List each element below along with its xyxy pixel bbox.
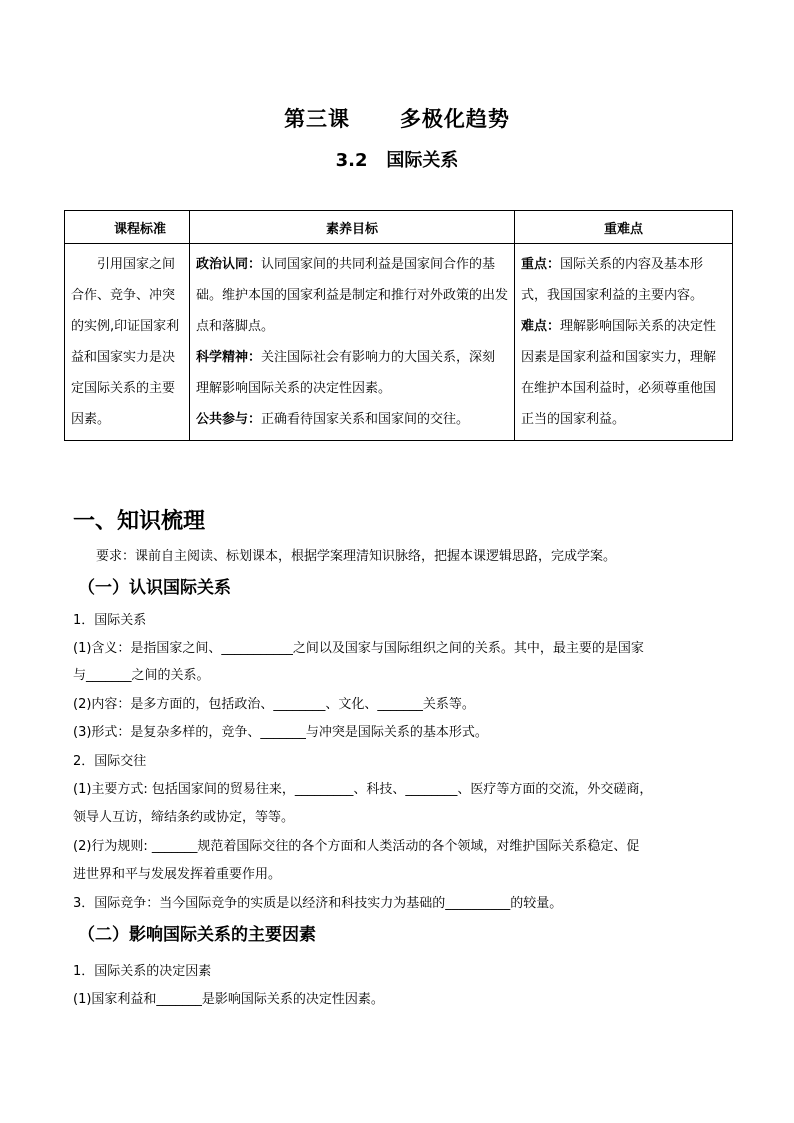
goal-text: 认同国家间的共同利益是国家间合作的基础。维护本国的国家利益是制定和推行对外政策的出发点和落脚点。 [196,257,509,334]
content-line: 3．国际竞争：当今国际竞争的实质是以经济和科技实力为基础的__________的较量。 [73,896,563,911]
key-points-cell [515,244,733,441]
content-line: 1．国际关系的决定因素 [73,964,212,979]
goal-text: 正确看待国家关系和国家间的交往。 [261,412,470,427]
content-line: 1．国际关系 [73,613,147,628]
difficult-point-label: 难点： [521,319,561,334]
subsection-heading-2: （二）影响国际关系的主要因素 [78,925,316,945]
table-header-row [65,211,733,244]
content-line: 2．国际交往 [73,754,147,769]
content-line: (2)内容：是多方面的，包括政治、________、文化、_______关系等。 [73,697,475,712]
goal-text: 关注国际社会有影响力的大国关系，深刻理解影响国际关系的决定性因素。 [196,350,496,396]
key-point-label: 重点： [521,257,561,272]
difficult-point-text: 理解影响国际关系的决定性因素是国家利益和国家实力，理解在维护本国利益时，必须尊重他国正当的国家利益。 [521,319,717,427]
header-key-points: 重难点 [515,211,733,244]
course-standard-cell: 引用国家之间合作、竞争、冲突的实例,印证国家利益和国家实力是决定国际关系的主要因素。 [65,244,190,441]
table-row [65,244,733,441]
requirement-text: 要求：课前自主阅读、标划课本，根据学案理清知识脉络，把握本课逻辑思路，完成学案。 [96,549,617,564]
content-line: (2)行为规则: _______规范着国际交往的各个方面和人类活动的各个领域，对维护国际关系稳定、促 [73,839,640,854]
key-point-text: 国际关系的内容及基本形式，我国国家利益的主要内容。 [521,257,704,303]
literacy-goals-cell [190,244,515,441]
curriculum-table [64,210,733,441]
content-line: (1)主要方式: 包括国家间的贸易往来，_________、科技、________、医疗等方面的交流，外交磋商， [73,782,653,797]
goal-science [196,342,508,404]
goal-label: 政治认同： [196,257,262,272]
content-line: 与_______之间的关系。 [73,668,210,683]
goal-label: 公共参与： [196,412,262,427]
difficult-point [521,311,726,435]
key-point [521,249,726,311]
page-title: 第三课 多极化趋势 [284,107,510,131]
section-heading: 一、知识梳理 [73,509,206,534]
content-line: 领导人互访，缔结条约或协定，等等。 [73,810,295,825]
content-line: (1)含义：是指国家之间、___________之间以及国家与国际组织之间的关系。其中，最主要的是国家 [73,641,644,656]
header-course-standard: 课程标准 [65,211,190,244]
content-line: (3)形式：是复杂多样的，竞争、_______与冲突是国际关系的基本形式。 [73,725,488,740]
page-subtitle: 3.2 国际关系 [335,150,459,171]
goal-political [196,249,508,342]
goal-participation [196,404,508,435]
subsection-heading-1: （一）认识国际关系 [78,578,231,598]
content-line: 进世界和平与发展发挥着重要作用。 [73,867,282,882]
header-literacy-goals: 素养目标 [190,211,515,244]
goal-label: 科学精神： [196,350,262,365]
content-line: (1)国家利益和_______是影响国际关系的决定性因素。 [73,992,384,1007]
